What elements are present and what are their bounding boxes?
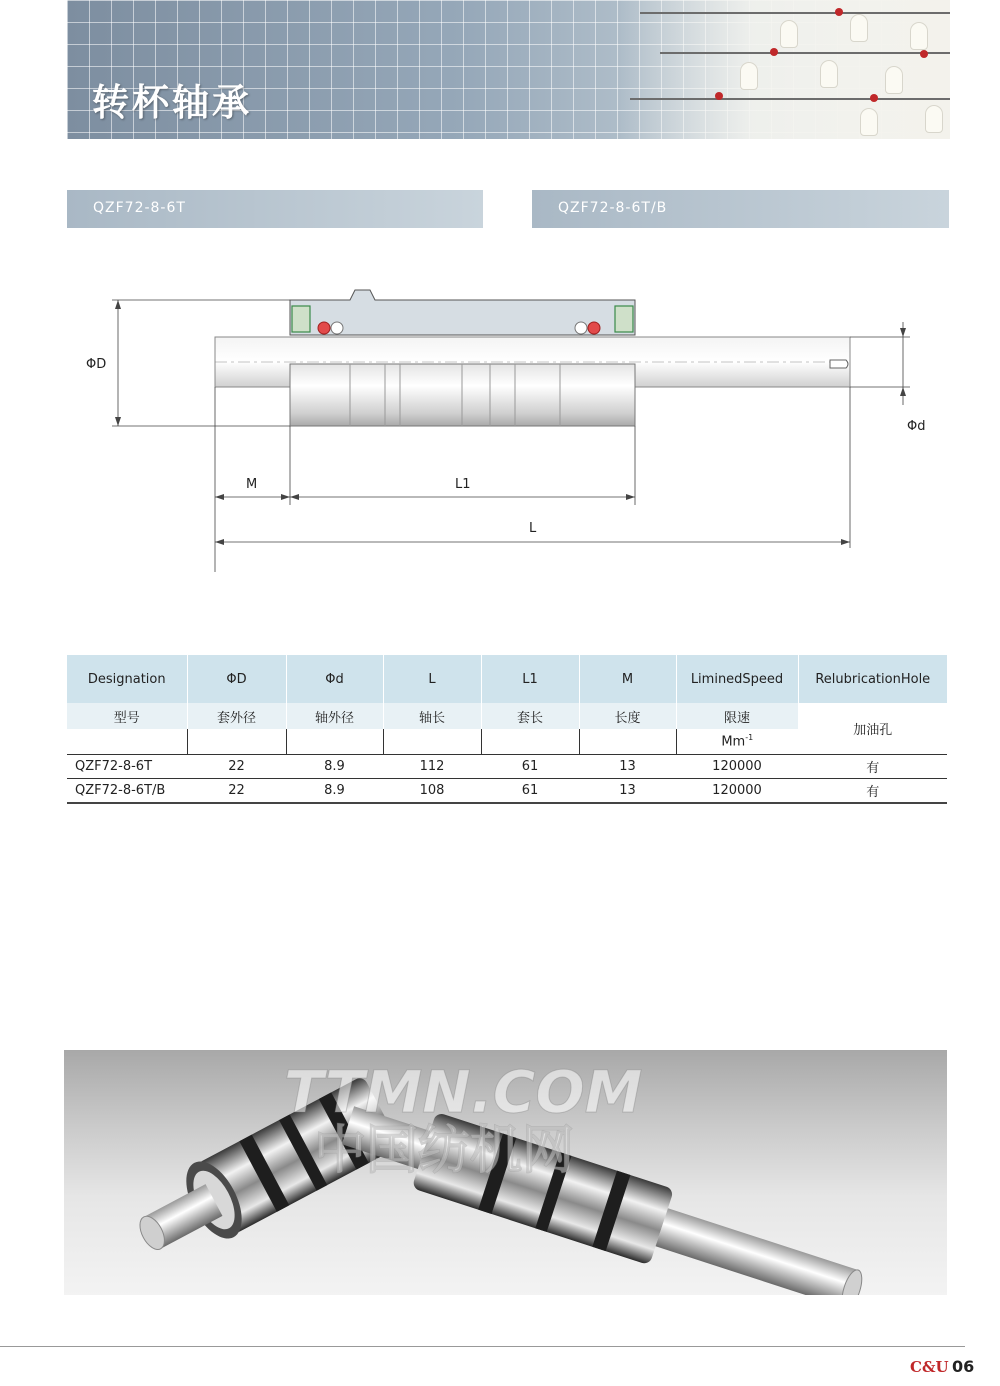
ball-left — [318, 322, 330, 334]
cell-designation: QZF72-8-6T — [67, 755, 187, 779]
header-zh-shaft-length: 轴长 — [383, 703, 481, 729]
header-zh-limited-speed: 限速 — [676, 703, 798, 729]
dim-label-d: Φd — [907, 419, 926, 434]
product-photo — [64, 1050, 947, 1295]
dim-label-L: L — [529, 521, 537, 536]
speed-unit-base: Mm — [721, 734, 746, 750]
header-zh-model: 型号 — [67, 703, 187, 729]
page-number: 06 — [952, 1357, 975, 1376]
watermark — [64, 1050, 947, 1295]
brand-logo: C&U — [910, 1358, 949, 1376]
dim-label-L1: L1 — [455, 477, 471, 492]
header-zh-sleeve-length: 套长 — [481, 703, 579, 729]
header-zh-shaft-diameter: 轴外径 — [286, 703, 383, 729]
watermark-en: TTMN.COM — [284, 1058, 643, 1126]
bearing-technical-drawing — [0, 280, 1000, 580]
cell-shaft-diameter: 8.9 — [286, 755, 383, 779]
ball-right — [588, 322, 600, 334]
watermark-cn: 中国纺机网 — [314, 1121, 575, 1181]
cell-shaft-length: 108 — [383, 779, 481, 804]
header-limited-speed: LiminedSpeed — [676, 655, 798, 703]
cell-outer-diameter: 22 — [187, 755, 286, 779]
cell-shaft-length: 112 — [383, 755, 481, 779]
specification-table — [67, 655, 947, 804]
header-shaft-length: L — [383, 655, 481, 703]
seal-right — [615, 306, 633, 332]
header-shaft-diameter: Φd — [286, 655, 383, 703]
table-row — [67, 755, 947, 779]
cell-relubrication-hole: 有 — [798, 779, 947, 804]
speed-unit-exponent: -1 — [745, 733, 754, 743]
header-designation: Designation — [67, 655, 187, 703]
shaft-groove — [830, 360, 848, 368]
cell-outer-diameter: 22 — [187, 779, 286, 804]
seal-left — [292, 306, 310, 332]
header-zh-outer-diameter: 套外径 — [187, 703, 286, 729]
table-row — [67, 779, 947, 804]
ball-left-2 — [331, 322, 343, 334]
dim-label-M: M — [246, 477, 258, 492]
speed-unit — [676, 729, 798, 755]
cell-m-length: 13 — [579, 755, 676, 779]
header-row-en — [67, 655, 947, 703]
cell-m-length: 13 — [579, 779, 676, 804]
page-title: 转杯轴承 — [92, 81, 252, 124]
model-label-right: QZF72-8-6T/B — [532, 190, 949, 228]
header-m-length: M — [579, 655, 676, 703]
cell-shaft-diameter: 8.9 — [286, 779, 383, 804]
cell-relubrication-hole: 有 — [798, 755, 947, 779]
cell-sleeve-length: 61 — [481, 755, 579, 779]
header-zh-m-length: 长度 — [579, 703, 676, 729]
header-relubrication-hole: RelubricationHole — [798, 655, 947, 703]
footer-divider — [0, 1346, 965, 1347]
dim-label-D: ΦD — [86, 357, 107, 372]
cell-designation: QZF72-8-6T/B — [67, 779, 187, 804]
model-label-left: QZF72-8-6T — [67, 190, 483, 228]
header-row-zh — [67, 703, 947, 729]
cell-limited-speed: 120000 — [676, 779, 798, 804]
header-outer-diameter: ΦD — [187, 655, 286, 703]
header-zh-relubrication-hole: 加油孔 — [798, 703, 947, 755]
cell-limited-speed: 120000 — [676, 755, 798, 779]
cell-sleeve-length: 61 — [481, 779, 579, 804]
banner-machine-image — [620, 0, 950, 139]
ball-right-2 — [575, 322, 587, 334]
header-sleeve-length: L1 — [481, 655, 579, 703]
